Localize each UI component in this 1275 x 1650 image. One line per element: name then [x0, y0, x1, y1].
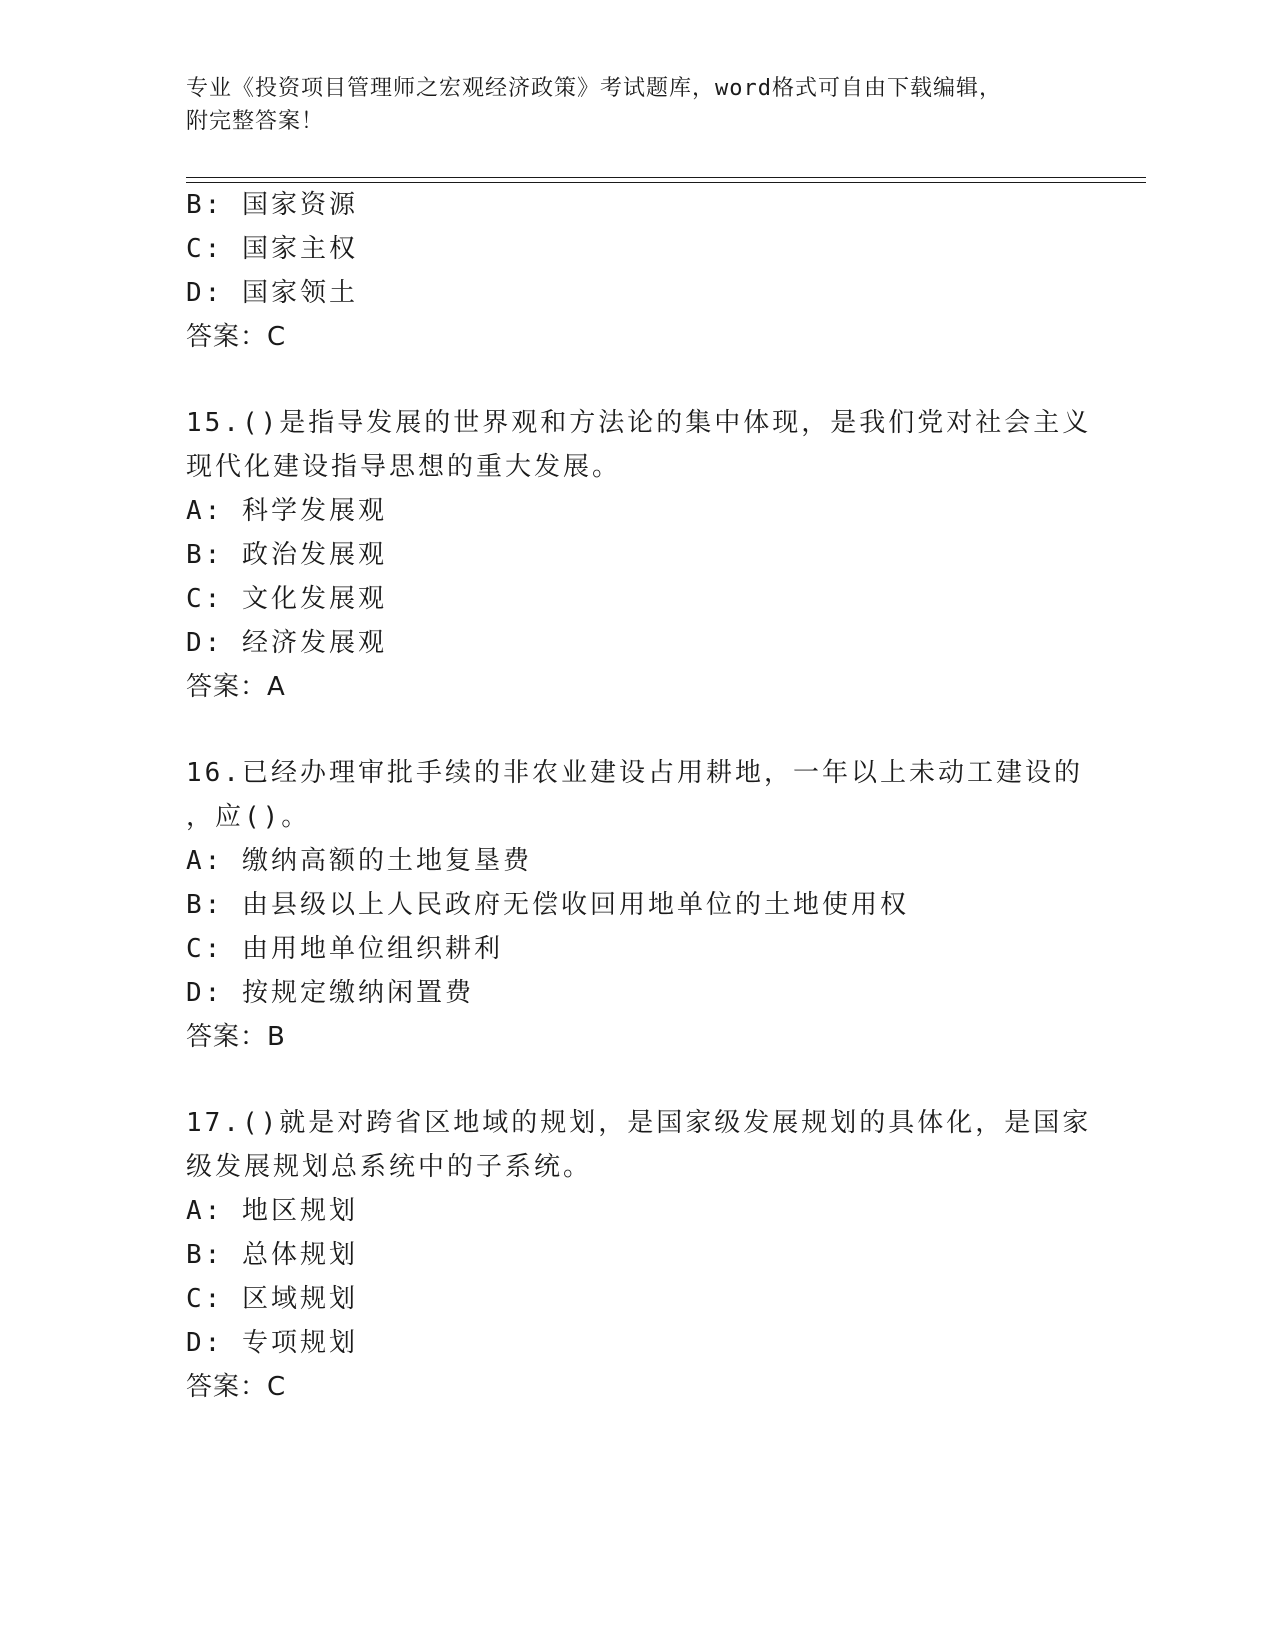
q15-option-a: A: 科学发展观	[186, 496, 387, 526]
q15-stem-line-2: 现代化建设指导思想的重大发展。	[186, 452, 622, 482]
q15-answer: 答案：A	[186, 672, 286, 702]
q16-option-d: D: 按规定缴纳闲置费	[186, 978, 474, 1008]
document-header	[186, 72, 1086, 138]
q14-option-b: B: 国家资源	[186, 190, 358, 220]
q15-option-c: C: 文化发展观	[186, 584, 387, 614]
q17-stem-line-1: 17.()就是对跨省区地域的规划，是国家级发展规划的具体化，是国家	[186, 1108, 1092, 1138]
q17-option-c: C: 区域规划	[186, 1284, 358, 1314]
q14-answer: 答案：C	[186, 322, 287, 352]
q17-option-d: D: 专项规划	[186, 1328, 358, 1358]
q17-option-b: B: 总体规划	[186, 1240, 358, 1270]
q17-answer: 答案：C	[186, 1372, 287, 1402]
q16-option-c: C: 由用地单位组织耕利	[186, 934, 503, 964]
q15-option-d: D: 经济发展观	[186, 628, 387, 658]
q17-option-a: A: 地区规划	[186, 1196, 358, 1226]
q15-option-b: B: 政治发展观	[186, 540, 387, 570]
q16-option-a: A: 缴纳高额的土地复垦费	[186, 846, 532, 876]
q16-answer: 答案：B	[186, 1022, 286, 1052]
q16-option-b: B: 由县级以上人民政府无偿收回用地单位的土地使用权	[186, 890, 909, 920]
q16-stem-line-2: ，应()。	[186, 802, 311, 832]
q17-stem-line-2: 级发展规划总系统中的子系统。	[186, 1152, 593, 1182]
q16-stem-line-1: 16.已经办理审批手续的非农业建设占用耕地，一年以上未动工建设的	[186, 758, 1083, 788]
header-divider-bottom	[186, 182, 1146, 183]
header-line-1: 专业《投资项目管理师之宏观经济政策》考试题库，word格式可自由下载编辑，	[186, 76, 1002, 101]
header-line-2: 附完整答案！	[186, 109, 325, 134]
q14-option-d: D: 国家领土	[186, 278, 358, 308]
header-divider-top	[186, 177, 1146, 178]
q14-option-c: C: 国家主权	[186, 234, 358, 264]
q15-stem-line-1: 15.()是指导发展的世界观和方法论的集中体现，是我们党对社会主义	[186, 408, 1092, 438]
